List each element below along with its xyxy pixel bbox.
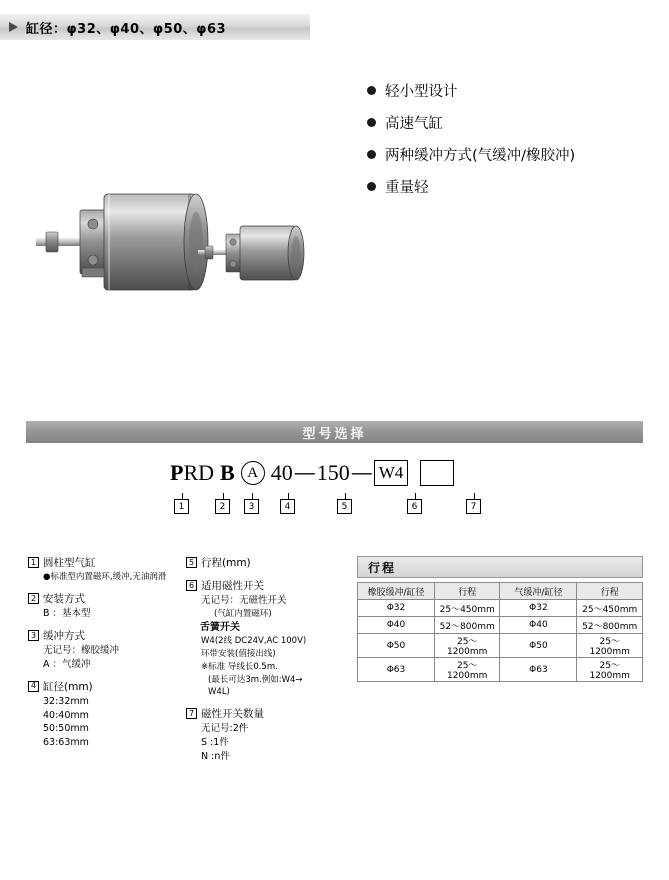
feature-list [367,80,575,208]
model-code-row [170,460,454,486]
code-tag-4: 4 [280,499,295,514]
model-selection-banner [26,421,643,443]
table-header-row [358,583,643,600]
legend-body-6-bold: 舌簧开关 [200,621,240,633]
column-header-3: 行程 [577,583,643,600]
legend-num-4: 4 [28,681,39,692]
table-row [358,600,643,617]
legend-num-3: 3 [28,630,39,641]
legend-column-left [28,556,178,758]
code-tag-7: 7 [466,499,481,514]
cell: 25～1200mm [577,658,643,682]
legend-body-4a: 32:32mm [43,695,89,707]
legend-body-7c: N :n件 [201,750,230,762]
legend-body-2: B ：基本型 [43,608,91,620]
legend-num-6: 6 [186,580,197,591]
legend-body-6c: W4(2线 DC24V,AC 100V) [201,636,307,647]
legend-item-1 [28,556,178,584]
feature-label: 两种缓冲方式(气缓冲/橡胶冲) [385,148,576,164]
code-mount-b: B [220,460,235,485]
stroke-table [357,582,643,682]
cylinder-illustration [30,140,330,320]
list-item [367,144,575,165]
table-row [358,617,643,634]
code-tag-3: 3 [244,499,259,514]
legend-item-2 [28,592,178,621]
legend-body-3b: A ：气缓冲 [43,658,91,670]
cell: Φ63 [358,658,435,682]
cell: 25～450mm [577,600,643,617]
legend-num-5: 5 [186,557,197,568]
cell: 52～800mm [577,617,643,634]
column-header-0: 橡胶缓冲/缸径 [358,583,435,600]
table-row [358,658,643,682]
legend-item-3 [28,629,178,672]
legend-num-7: 7 [186,708,197,719]
legend-title-6: 适用磁性开关 [201,580,264,593]
code-switch-qty [420,460,454,486]
feature-label: 高速气缸 [385,116,443,132]
cell: Φ50 [358,634,435,658]
legend-body-4b: 40:40mm [43,709,89,721]
legend-body-4d: 63:63mm [43,737,89,749]
cell: 25～1200mm [577,634,643,658]
code-dash-2: — [351,461,372,484]
legend-title-7: 磁性开关数量 [201,708,264,721]
legend-title-4: 缸径(mm) [43,680,93,693]
code-tag-1: 1 [174,499,189,514]
legend-body-1: ●标准型内置磁环,缓冲,无油润滑 [43,572,167,583]
column-header-1: 行程 [434,583,500,600]
legend-title-1: 圆柱型气缸 [43,557,96,569]
code-prefix-p: P [170,460,184,485]
feature-label: 轻小型设计 [385,84,458,100]
cell: Φ63 [500,658,577,682]
stroke-table-title: 行程 [368,560,397,575]
stroke-table-header [357,556,643,578]
bullet-dot-icon [367,86,376,95]
legend-column-right [186,556,346,772]
cell: Φ40 [500,617,577,634]
legend-body-6e: ※标准 导线长0.5m. [201,661,278,672]
legend-item-6 [186,579,346,699]
legend-body-6a: 无记号：无磁性开关 [201,595,287,607]
product-photo [30,140,330,320]
legend-body-4c: 50:50mm [43,723,89,735]
cell: 25～1200mm [434,658,500,682]
legend-body-6f: (最长可达3m.例如:W4→ [208,674,303,685]
header-bar [0,14,310,40]
cell: Φ32 [358,600,435,617]
page-title: 缸径：φ32、φ40、φ50、φ63 [26,21,227,37]
legend-num-1: 1 [28,557,39,568]
legend-body-6b: (气缸内置磁环) [214,609,272,620]
code-tag-6: 6 [407,499,422,514]
code-tag-5: 5 [337,499,352,514]
cell: Φ32 [500,600,577,617]
code-switch: W4 [374,460,409,486]
code-stroke: 150 [316,460,350,485]
cell: 25～1200mm [434,634,500,658]
column-header-2: 气缓冲/缸径 [500,583,577,600]
code-bore: 40 [270,460,293,485]
bullet-dot-icon [367,150,376,159]
cell: 52～800mm [434,617,500,634]
code-tag-2: 2 [215,499,230,514]
legend-title-5: 行程(mm) [201,557,251,569]
code-dash-1: — [294,461,315,484]
list-item [367,80,575,101]
cell: Φ40 [358,617,435,634]
list-item [367,112,575,133]
legend-item-5 [186,556,346,571]
list-item [367,176,575,197]
legend-body-7b: S :1件 [201,737,229,749]
bullet-dot-icon [367,118,376,127]
legend-body-6d: 环带安装(值接出线) [201,649,276,660]
legend-item-4 [28,680,178,750]
cell: 25～450mm [434,600,500,617]
triangle-icon [9,22,18,32]
bullet-dot-icon [367,182,376,191]
table-row [358,634,643,658]
code-cushion-a: A [241,461,265,485]
legend-body-7a: 无记号:2件 [201,723,249,735]
feature-label: 重量轻 [385,180,429,196]
legend-body-6g: W4L) [208,687,230,698]
cell: Φ50 [500,634,577,658]
legend-num-2: 2 [28,593,39,604]
banner-title: 型号选择 [302,426,367,442]
legend-title-2: 安装方式 [43,592,85,605]
stroke-table-section [357,556,643,682]
legend-body-3a: 无记号：橡胶缓冲 [43,645,120,657]
legend-title-3: 缓冲方式 [43,629,85,642]
code-prefix-rd: RD [183,460,215,485]
legend-item-7 [186,707,346,764]
